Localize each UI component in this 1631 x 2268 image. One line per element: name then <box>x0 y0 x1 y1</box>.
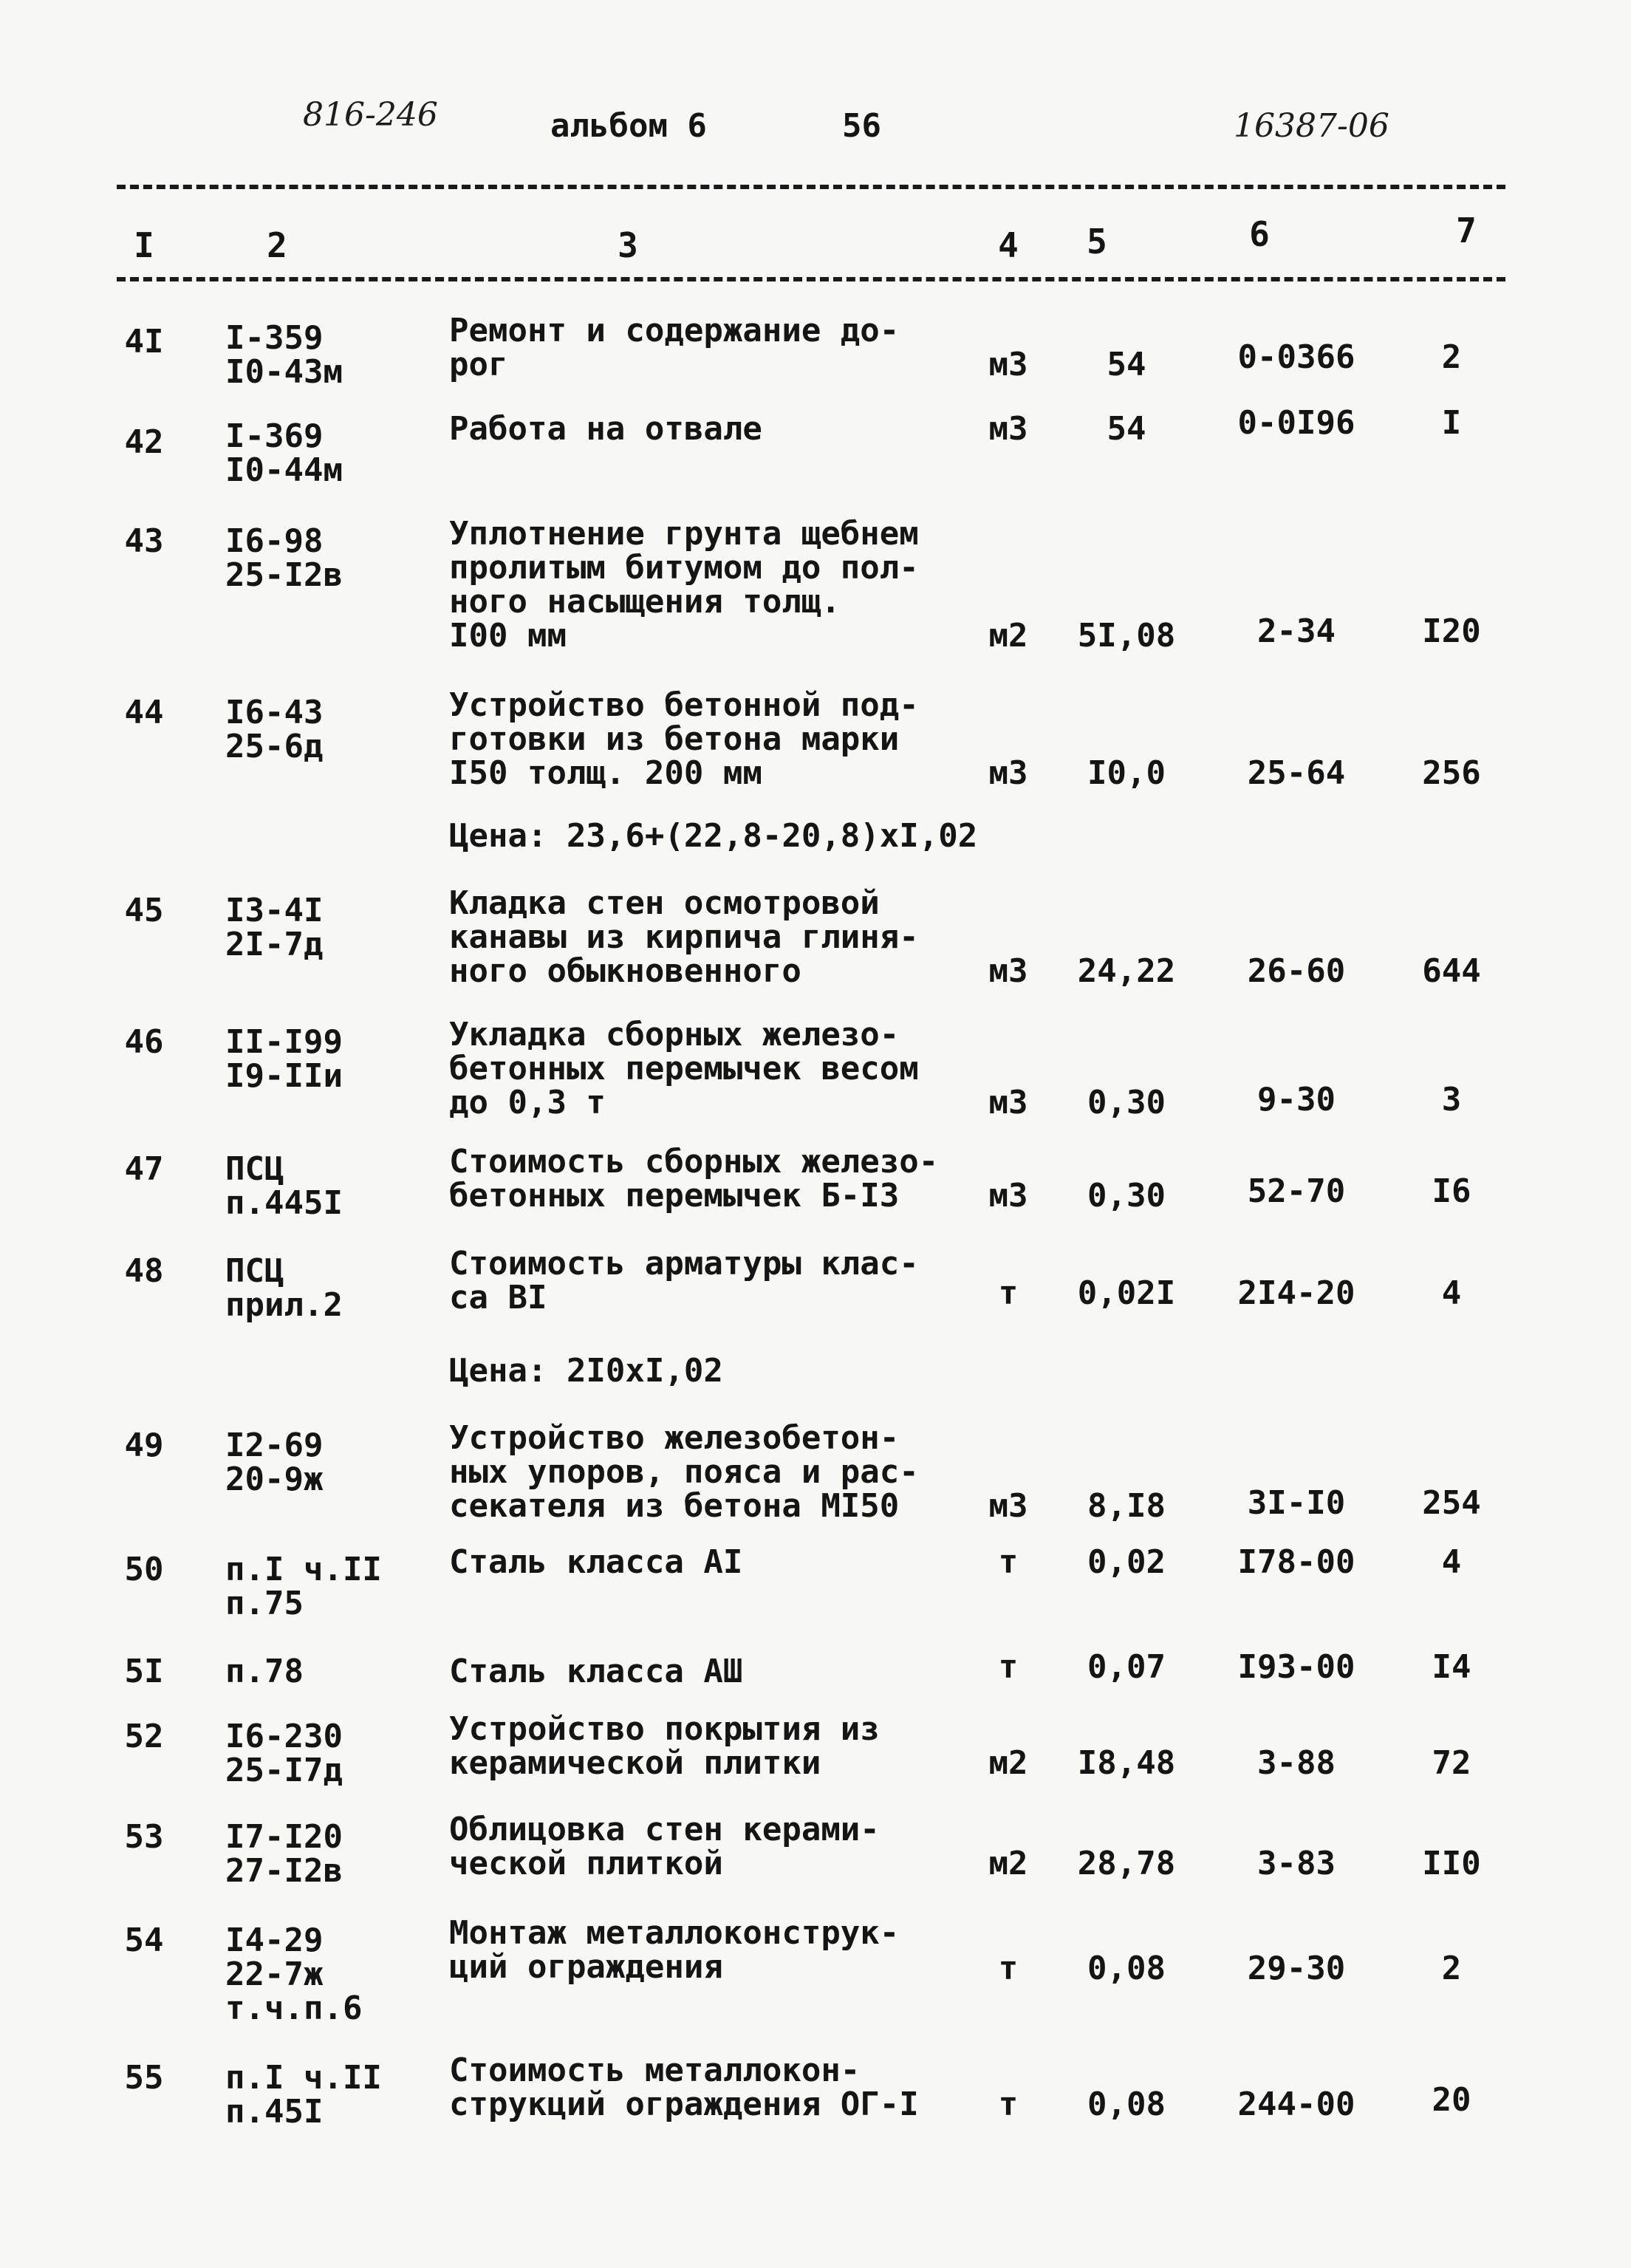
row-total: 644 <box>1422 952 1481 990</box>
album-label: альбом 6 <box>550 107 707 145</box>
header-dashed-rule <box>117 277 1505 281</box>
row-unit-price: 26-60 <box>1247 952 1346 990</box>
row-unit-price: 0-0366 <box>1237 338 1355 376</box>
row-quantity: 0,08 <box>1087 2086 1166 2123</box>
row-code: п.I ч.II п.75 <box>225 1551 382 1622</box>
row-unit-price: 3-88 <box>1257 1744 1336 1782</box>
row-quantity: 28,78 <box>1077 1845 1176 1882</box>
handwritten-code-right: 16387-06 <box>1234 107 1389 145</box>
row-total: 4 <box>1441 1274 1462 1312</box>
row-description: Облицовка стен керами- ческой плиткой <box>449 1811 880 1882</box>
row-description: Стоимость сборных железо- бетонных перемычек Б-I3 <box>449 1143 939 1215</box>
row-number: 53 <box>124 1818 164 1856</box>
row-number: 52 <box>124 1718 164 1755</box>
row-unit-price: 2I4-20 <box>1237 1274 1355 1312</box>
row-unit: м3 <box>988 346 1028 383</box>
row-number: 50 <box>124 1551 164 1588</box>
row-code: I4-29 22-7ж т.ч.п.6 <box>225 1922 363 2027</box>
row-code: I7-I20 27-I2в <box>225 1818 343 1890</box>
price-note-row-44: Цена: 23,6+(22,8-20,8)хI,02 <box>449 817 978 855</box>
row-code: ПСЦ прил.2 <box>225 1252 343 1324</box>
row-description: Укладка сборных железо- бетонных перемычек весом до 0,3 т <box>449 1016 919 1121</box>
row-total: I4 <box>1432 1648 1471 1686</box>
top-dashed-rule <box>117 185 1505 189</box>
row-description: Устройство бетонной под- готовки из бетона марки I50 толщ. 200 мм <box>449 686 919 792</box>
row-unit-price: 9-30 <box>1257 1081 1336 1118</box>
row-number: 43 <box>124 522 164 560</box>
row-description: Устройство покрытия из керамической плитки <box>449 1710 880 1782</box>
row-unit: т <box>998 2086 1019 2123</box>
row-quantity: 0,30 <box>1087 1177 1166 1215</box>
column-header-3: 3 <box>618 225 638 265</box>
row-code: I6-230 25-I7д <box>225 1718 343 1789</box>
column-header-5: 5 <box>1087 222 1107 262</box>
row-total: 2 <box>1441 1950 1462 1987</box>
row-code: I-359 I0-43м <box>225 319 343 391</box>
row-quantity: 54 <box>1107 346 1146 383</box>
row-code: I-369 I0-44м <box>225 417 343 489</box>
row-quantity: 5I,08 <box>1077 617 1176 655</box>
row-quantity: 0,08 <box>1087 1950 1166 1987</box>
row-total: 254 <box>1422 1484 1481 1522</box>
row-total: 256 <box>1422 754 1481 792</box>
row-unit-price: 52-70 <box>1247 1172 1346 1210</box>
row-unit-price: 244-00 <box>1237 2086 1355 2123</box>
row-total: 20 <box>1432 2081 1471 2119</box>
row-unit: м2 <box>988 617 1028 655</box>
row-description: Сталь класса АI <box>449 1543 743 1581</box>
row-description: Уплотнение грунта щебнем пролитым битумом до пол- ного насыщения толщ. I00 мм <box>449 515 919 655</box>
column-header-1: I <box>134 225 154 265</box>
row-description: Работа на отвале <box>449 410 762 448</box>
row-number: 49 <box>124 1427 164 1464</box>
row-total: II0 <box>1422 1845 1481 1882</box>
row-total: 2 <box>1441 338 1462 376</box>
row-unit-price: 25-64 <box>1247 754 1346 792</box>
row-total: I20 <box>1422 612 1481 650</box>
row-number: 5I <box>124 1653 164 1690</box>
row-unit-price: I93-00 <box>1237 1648 1355 1686</box>
row-unit: м2 <box>988 1744 1028 1782</box>
row-unit-price: I78-00 <box>1237 1543 1355 1581</box>
row-description: Сталь класса АШ <box>449 1653 743 1690</box>
row-quantity: I8,48 <box>1077 1744 1176 1782</box>
row-quantity: I0,0 <box>1087 754 1166 792</box>
row-unit-price: 3I-I0 <box>1247 1484 1346 1522</box>
row-description: Стоимость арматуры клас- са ВI <box>449 1245 919 1316</box>
row-total: I6 <box>1432 1172 1471 1210</box>
row-quantity: 8,I8 <box>1087 1487 1166 1525</box>
row-number: 54 <box>124 1922 164 1959</box>
column-header-2: 2 <box>267 225 287 265</box>
row-total: I <box>1441 404 1462 442</box>
row-unit: т <box>998 1648 1019 1686</box>
row-number: 46 <box>124 1023 164 1061</box>
page-number: 56 <box>842 107 881 145</box>
row-unit: т <box>998 1274 1019 1312</box>
row-code: ПСЦ п.445I <box>225 1150 343 1222</box>
row-number: 55 <box>124 2059 164 2097</box>
row-quantity: 0,30 <box>1087 1084 1166 1121</box>
row-unit-price: 29-30 <box>1247 1950 1346 1987</box>
row-total: 72 <box>1432 1744 1471 1782</box>
row-unit: м2 <box>988 1845 1028 1882</box>
row-unit: м3 <box>988 1177 1028 1215</box>
row-description: Кладка стен осмотровой канавы из кирпича глиня- ного обыкновенного <box>449 884 919 990</box>
row-code: II-I99 I9-IIи <box>225 1023 343 1095</box>
row-number: 44 <box>124 694 164 731</box>
row-description: Монтаж металлоконструк- ций ограждения <box>449 1914 900 1986</box>
row-code: I2-69 20-9ж <box>225 1427 324 1498</box>
row-quantity: 0,02I <box>1077 1274 1176 1312</box>
row-number: 4I <box>124 323 164 361</box>
column-header-6: 6 <box>1249 214 1270 254</box>
row-number: 42 <box>124 423 164 461</box>
row-unit-price: 2-34 <box>1257 612 1336 650</box>
row-quantity: 0,02 <box>1087 1543 1166 1581</box>
row-unit: т <box>998 1950 1019 1987</box>
row-unit: м3 <box>988 410 1028 448</box>
row-quantity: 0,07 <box>1087 1648 1166 1686</box>
row-description: Ремонт и содержание до- рог <box>449 312 900 383</box>
row-code: I6-98 25-I2в <box>225 522 343 594</box>
row-unit: м3 <box>988 1084 1028 1121</box>
row-unit: м3 <box>988 952 1028 990</box>
row-unit: т <box>998 1543 1019 1581</box>
row-unit: м3 <box>988 754 1028 792</box>
row-number: 48 <box>124 1252 164 1290</box>
row-number: 47 <box>124 1150 164 1188</box>
column-header-7: 7 <box>1456 211 1477 250</box>
row-total: 3 <box>1441 1081 1462 1118</box>
price-note-row-48: Цена: 2I0хI,02 <box>449 1352 723 1390</box>
row-description: Стоимость металлокон- струкций ограждения ОГ-I <box>449 2052 919 2123</box>
row-code: п.I ч.II п.45I <box>225 2059 382 2131</box>
row-description: Устройство железобетон- ных упоров, пояса и рас- секателя из бетона МI50 <box>449 1419 919 1525</box>
row-total: 4 <box>1441 1543 1462 1581</box>
row-unit-price: 3-83 <box>1257 1845 1336 1882</box>
handwritten-code-left: 816-246 <box>303 96 438 134</box>
row-number: 45 <box>124 892 164 929</box>
column-header-4: 4 <box>998 225 1019 265</box>
row-code: п.78 <box>225 1653 304 1690</box>
row-code: I6-43 25-6д <box>225 694 324 765</box>
row-quantity: 24,22 <box>1077 952 1176 990</box>
row-unit-price: 0-0I96 <box>1237 404 1355 442</box>
row-unit: м3 <box>988 1487 1028 1525</box>
row-quantity: 54 <box>1107 410 1146 448</box>
row-code: I3-4I 2I-7д <box>225 892 324 963</box>
